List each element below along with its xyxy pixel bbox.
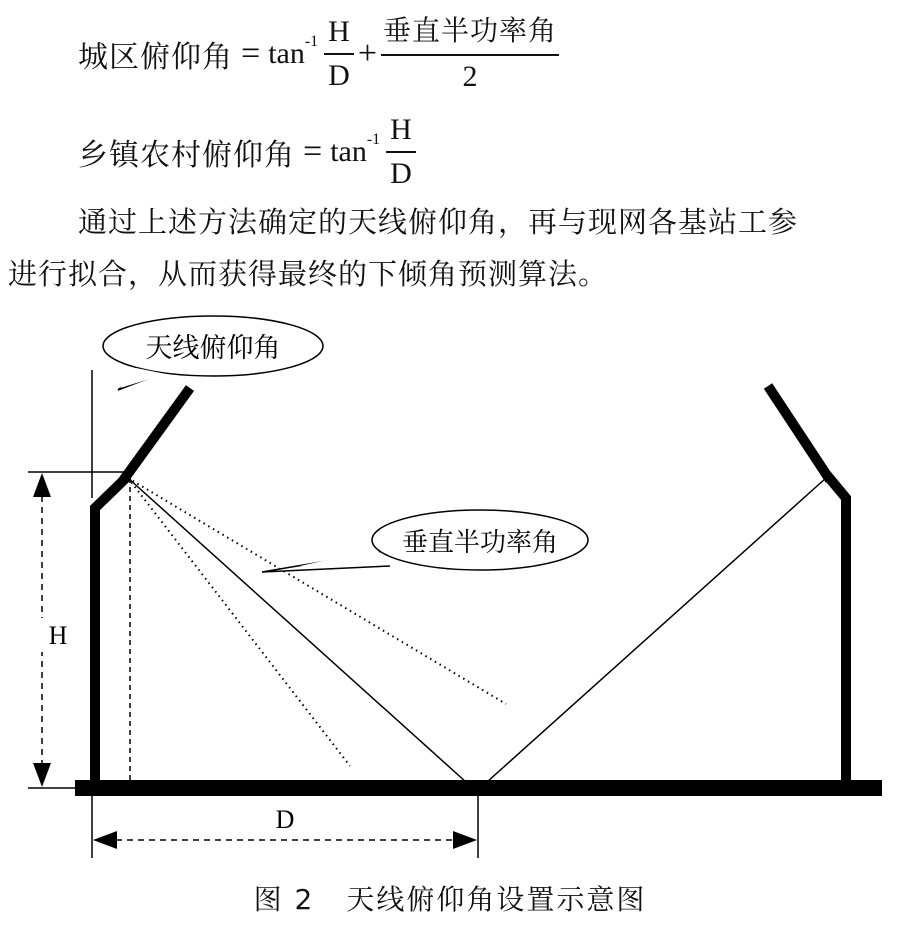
h-label: H bbox=[48, 621, 68, 650]
fraction-numerator: H bbox=[386, 111, 416, 153]
h-arrow-up bbox=[33, 473, 51, 497]
formula-urban-lhs: 城区俯仰角 bbox=[78, 40, 233, 75]
figure-title: 天线俯仰角设置示意图 bbox=[346, 883, 647, 916]
fraction-denominator: D bbox=[328, 59, 350, 92]
formula-rural-lhs: 乡镇农村俯仰角 bbox=[78, 138, 295, 173]
beam-callout-text: 垂直半功率角 bbox=[401, 528, 559, 558]
fraction-denominator: 2 bbox=[462, 60, 478, 93]
inverse-superscript: -1 bbox=[304, 33, 319, 50]
left-mast bbox=[95, 476, 128, 782]
paragraph-line-1: 通过上述方法确定的天线俯仰角，再与现网各基站工参 bbox=[78, 205, 799, 239]
fraction-numerator: 垂直半功率角 bbox=[381, 12, 559, 56]
tan-function: tan bbox=[330, 135, 367, 168]
plus-sign: + bbox=[357, 35, 378, 72]
fraction-denominator: D bbox=[390, 157, 412, 190]
fraction-numerator: H bbox=[324, 13, 354, 55]
right-mast bbox=[826, 474, 846, 782]
paragraph-line-2: 进行拟合，从而获得最终的下倾角预测算法。 bbox=[8, 257, 609, 291]
beam-callout-join bbox=[300, 549, 392, 566]
tilt-callout-text: 天线俯仰角 bbox=[145, 333, 281, 364]
lower-half-power-line bbox=[128, 478, 350, 766]
d-arrow-right bbox=[453, 831, 477, 849]
h-arrow-down bbox=[33, 763, 51, 787]
inverse-superscript: -1 bbox=[366, 131, 381, 148]
figure-number: 图 2 bbox=[253, 883, 315, 916]
right-antenna bbox=[768, 386, 830, 480]
d-label: D bbox=[275, 805, 295, 834]
figure-caption bbox=[0, 878, 900, 918]
tan-function: tan bbox=[268, 37, 305, 70]
equals-sign: = bbox=[241, 35, 261, 72]
d-arrow-left bbox=[93, 831, 117, 849]
equals-sign: = bbox=[303, 133, 323, 170]
left-antenna bbox=[122, 388, 190, 482]
